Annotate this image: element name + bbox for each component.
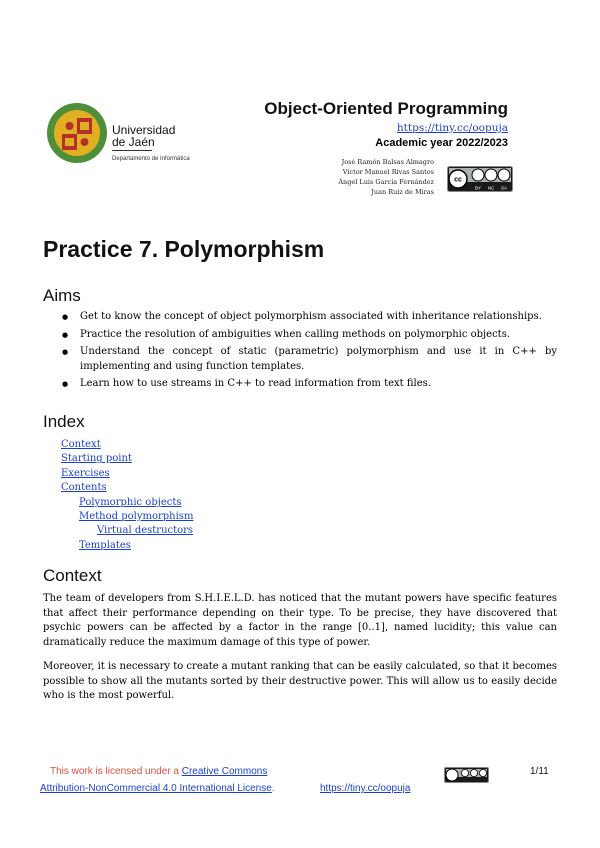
context-paragraph: The team of developers from S.H.I.E.L.D. has noticed that the mutant powers have specific features that affect their performance depending on their type. To be precise, they have discovered that psychic powers can be affected by a factor in the range [0..1], named lucidity; this value can dramatically reduce the maximum damage of this type of power. [43, 593, 557, 648]
cc-nc-text: NC [487, 185, 495, 191]
university-crest-logo [46, 100, 108, 166]
cc-license-badge-small [444, 767, 489, 783]
cc-license-badge [447, 166, 513, 192]
cc-symbol-text: cc [454, 176, 462, 184]
author-name: Víctor Manuel Rivas Santos [342, 168, 434, 176]
university-name [112, 124, 175, 148]
index-link-contents[interactable]: Contents [61, 482, 107, 494]
aim-item: ● Practice the resolution of ambiguities when calling methods on polymorphic objects. [62, 328, 557, 343]
index-link-method-polymorphism[interactable]: Method polymorphism [79, 511, 194, 523]
footer-license-link[interactable]: Attribution-NonCommercial 4.0 International License [40, 783, 272, 794]
index-link-polymorphic-objects[interactable]: Polymorphic objects [79, 496, 182, 508]
university-name-line1: Universidad [112, 123, 176, 137]
aim-item: ● Get to know the concept of object polymorphism associated with inheritance relationships. [62, 310, 557, 325]
context-paragraph: Moreover, it is necessary to create a mutant ranking that can be easily calculated, so that it becomes possible to show all the mutants sorted by their destructive power. This will allow us to easily decide who is the most powerful. [43, 661, 557, 701]
index-link-exercises[interactable]: Exercises [61, 467, 110, 479]
footer-license-prefix: This work is licensed under a [50, 766, 179, 777]
author-name: Juan Ruiz de Miras [371, 188, 434, 196]
author-name: José Ramón Balsas Almagro [341, 158, 434, 166]
index-link-templates[interactable]: Templates [79, 539, 131, 551]
footer-url-link[interactable]: https://tiny.cc/oopuja [320, 783, 411, 794]
university-name-line2: de Jaén [112, 135, 155, 149]
department-name: Departamento de Informática [112, 156, 190, 162]
course-link[interactable]: https://tiny.cc/oopuja [396, 122, 508, 134]
footer-license-line2 [40, 783, 275, 794]
cc-by-text: BY [474, 185, 482, 191]
index-link-context[interactable]: Context [61, 439, 101, 450]
aim-item: ● Understand the concept of static (parametric) polymorphism and use it in C++ by implementing and using function templates. [62, 345, 557, 374]
index-heading: Index [43, 412, 85, 431]
author-name: Ángel Luis García Fernández [338, 178, 434, 186]
index-link-starting-point[interactable]: Starting point [61, 453, 132, 465]
footer-period: . [271, 783, 275, 794]
footer-cc-link[interactable]: Creative Commons [181, 766, 268, 777]
index-list [61, 438, 193, 553]
footer-license-line1 [50, 766, 267, 777]
university-divider [112, 150, 152, 151]
aim-item: ● Learn how to use streams in C++ to read information from text files. [62, 377, 557, 392]
course-title: Object-Oriented Programming [264, 99, 508, 118]
index-link-virtual-destructors[interactable]: Virtual destructors [97, 525, 194, 537]
authors-list [338, 157, 434, 197]
practice-title: Practice 7. Polymorphism [43, 236, 325, 262]
page-number: 1/11 [530, 766, 549, 777]
context-heading: Context [43, 566, 102, 585]
cc-sa-text: SA [500, 185, 508, 191]
aims-list [62, 310, 557, 395]
academic-year: Academic year 2022/2023 [375, 137, 508, 149]
aims-heading: Aims [43, 286, 81, 305]
